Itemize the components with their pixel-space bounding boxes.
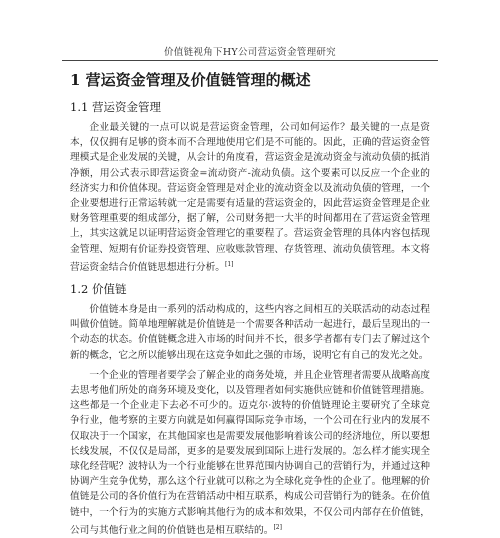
page-content (70, 70, 430, 538)
section-title-1-2: 1.2 价值链 (70, 282, 127, 297)
paragraph-text: 企业最关键的一点可以说是营运资金管理，公司如何运作？最关键的一点是资本，仅仅拥有足够的资本而不合理地使用它们是不可能的。因此，正确的营运资金管理模式是企业发展的关键，从会计的角度看，营运资金是流动资金与流动负债的抵消净额，用公式表示即营运资金=流动资产-流动负债。这个要素可以反应一个企业的经济实力和价值体现。营运资金管理是对企业的流动资金以及流动负债的管理，一个企业要想进行正常运转就一定是需要有适量的营运资金的，因此营运资金管理是企业财务管理重要的组成部分，据了解，公司财务把一大半的时间都用在了营运资金管理上，其实这就足以证明营运资金管理它的重要程了。营运资金管理的具体内容包括现金管理、短期有价证券投资管理、应收账款管理、存货管理、流动负债管理。本文将营运资金结合价值链思想进行分析。 (70, 122, 430, 273)
header-rule (62, 60, 438, 61)
section-title-1-1: 1.1 营运资金管理 (70, 100, 161, 114)
chapter-title: 1 营运资金管理及价值链管理的概述 (70, 71, 311, 89)
paragraph (70, 302, 430, 363)
paragraph (70, 368, 430, 538)
running-header: 价值链视角下HY公司营运资金管理研究 (164, 47, 336, 58)
citation-marker: [1] (225, 260, 234, 268)
paragraph-text: 一个企业的管理者要学会了解企业的商务处境，并且企业管理者需要从战略高度去思考他们所处的商务环境及变化，以及管理者如何实施供应链和价值链管理措施。这些都是一个企业走下去必不可少的。迈克尔·波特的价值链理论主要研究了全球竞争行业，他考察的主要方向就是如何赢得国际竞争市场，一个公司在行业内的发展不仅取决于一个国家，在其他国家也是需要发展他影响着该公司的经济地位，所以要想长线发展，不仅仅是局部，更多的是要发展到国际上进行发展的。怎么样才能实现全球化经营呢？波特认为一个行业能够在世界范围内协调自己的营销行为，并通过这种协调产生竞争优势，那么这个行业就可以称之为全球化竞争性的企业了。他理解的价值链是公司的各价值行为在营销活动中相互联系，构成公司营销行为的链条。在价值链中，一个行为的实施方式影响其他行为的成本和效果，不仅公司内部存在价值链，公司与其他行业之间的价值链也是相互联结的。 (70, 369, 430, 536)
paragraph (70, 120, 430, 275)
paragraph-text: 价值链本身是由一系列的活动构成的，这些内容之间相互的关联活动的动态过程叫做价值链。简单地理解就是价值链是一个需要各种活动一起进行，最后呈现出的一个动态的状态。价值链概念进入市场的时间并不长，很多学者都有专门去了解过这个新的概念，它之所以能够出现在这竞争如此之强的市场，说明它有自己的发光之处。 (70, 304, 430, 361)
citation-marker: [2] (273, 523, 282, 531)
